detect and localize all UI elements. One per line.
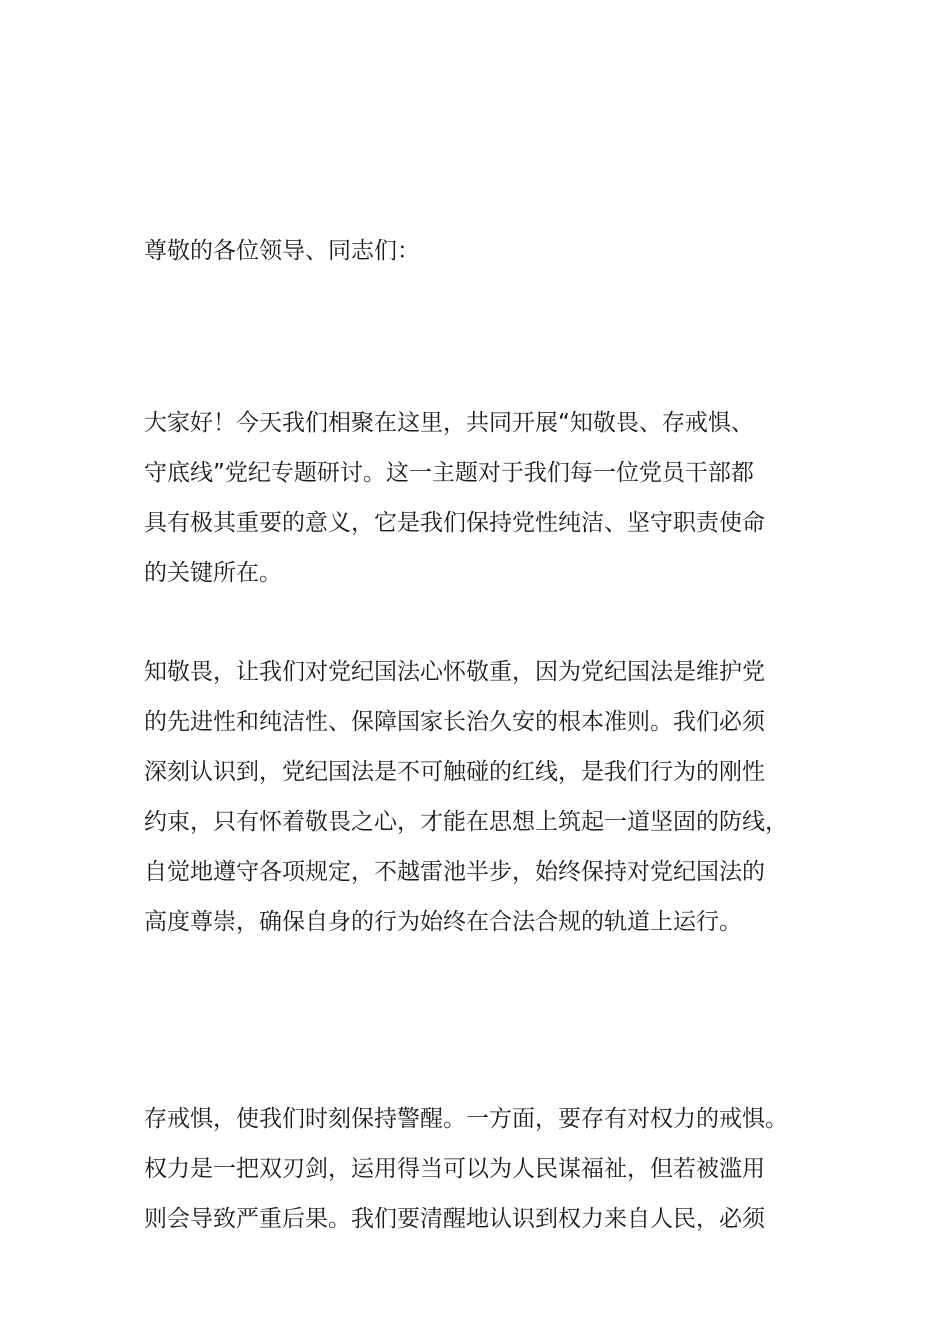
paragraph-line: 的先进性和纯洁性、保障国家长治久安的根本准则。我们必须	[144, 709, 765, 735]
paragraph-line: 约束，只有怀着敬畏之心，才能在思想上筑起一道坚固的防线，	[144, 809, 788, 835]
paragraph-caution	[144, 1094, 824, 1244]
paragraph-line: 知敬畏，让我们对党纪国法心怀敬重，因为党纪国法是维护党	[144, 659, 765, 685]
paragraph-line: 自觉地遵守各项规定，不越雷池半步，始终保持对党纪国法的	[144, 859, 765, 885]
paragraph-line: 的关键所在。	[144, 560, 282, 586]
greeting	[144, 226, 824, 276]
paragraph-line: 大家好！今天我们相聚在这里，共同开展“知敬畏、存戒惧、	[144, 410, 754, 436]
paragraph-opening	[144, 398, 824, 598]
paragraph-line: 则会导致严重后果。我们要清醒地认识到权力来自人民，必须	[144, 1206, 765, 1232]
greeting-line: 尊敬的各位领导、同志们：	[144, 238, 420, 264]
paragraph-line: 具有极其重要的意义，它是我们保持党性纯洁、坚守职责使命	[144, 510, 765, 536]
paragraph-line: 存戒惧，使我们时刻保持警醒。一方面，要存有对权力的戒惧。	[144, 1106, 788, 1132]
paragraph-line: 深刻认识到，党纪国法是不可触碰的红线，是我们行为的刚性	[144, 759, 765, 785]
paragraph-line: 守底线”党纪专题研讨。这一主题对于我们每一位党员干部都	[144, 460, 754, 486]
paragraph-line: 权力是一把双刃剑，运用得当可以为人民谋福祉，但若被滥用	[144, 1156, 765, 1182]
paragraph-respect	[144, 647, 824, 947]
paragraph-line: 高度尊崇，确保自身的行为始终在合法合规的轨道上运行。	[144, 909, 742, 935]
